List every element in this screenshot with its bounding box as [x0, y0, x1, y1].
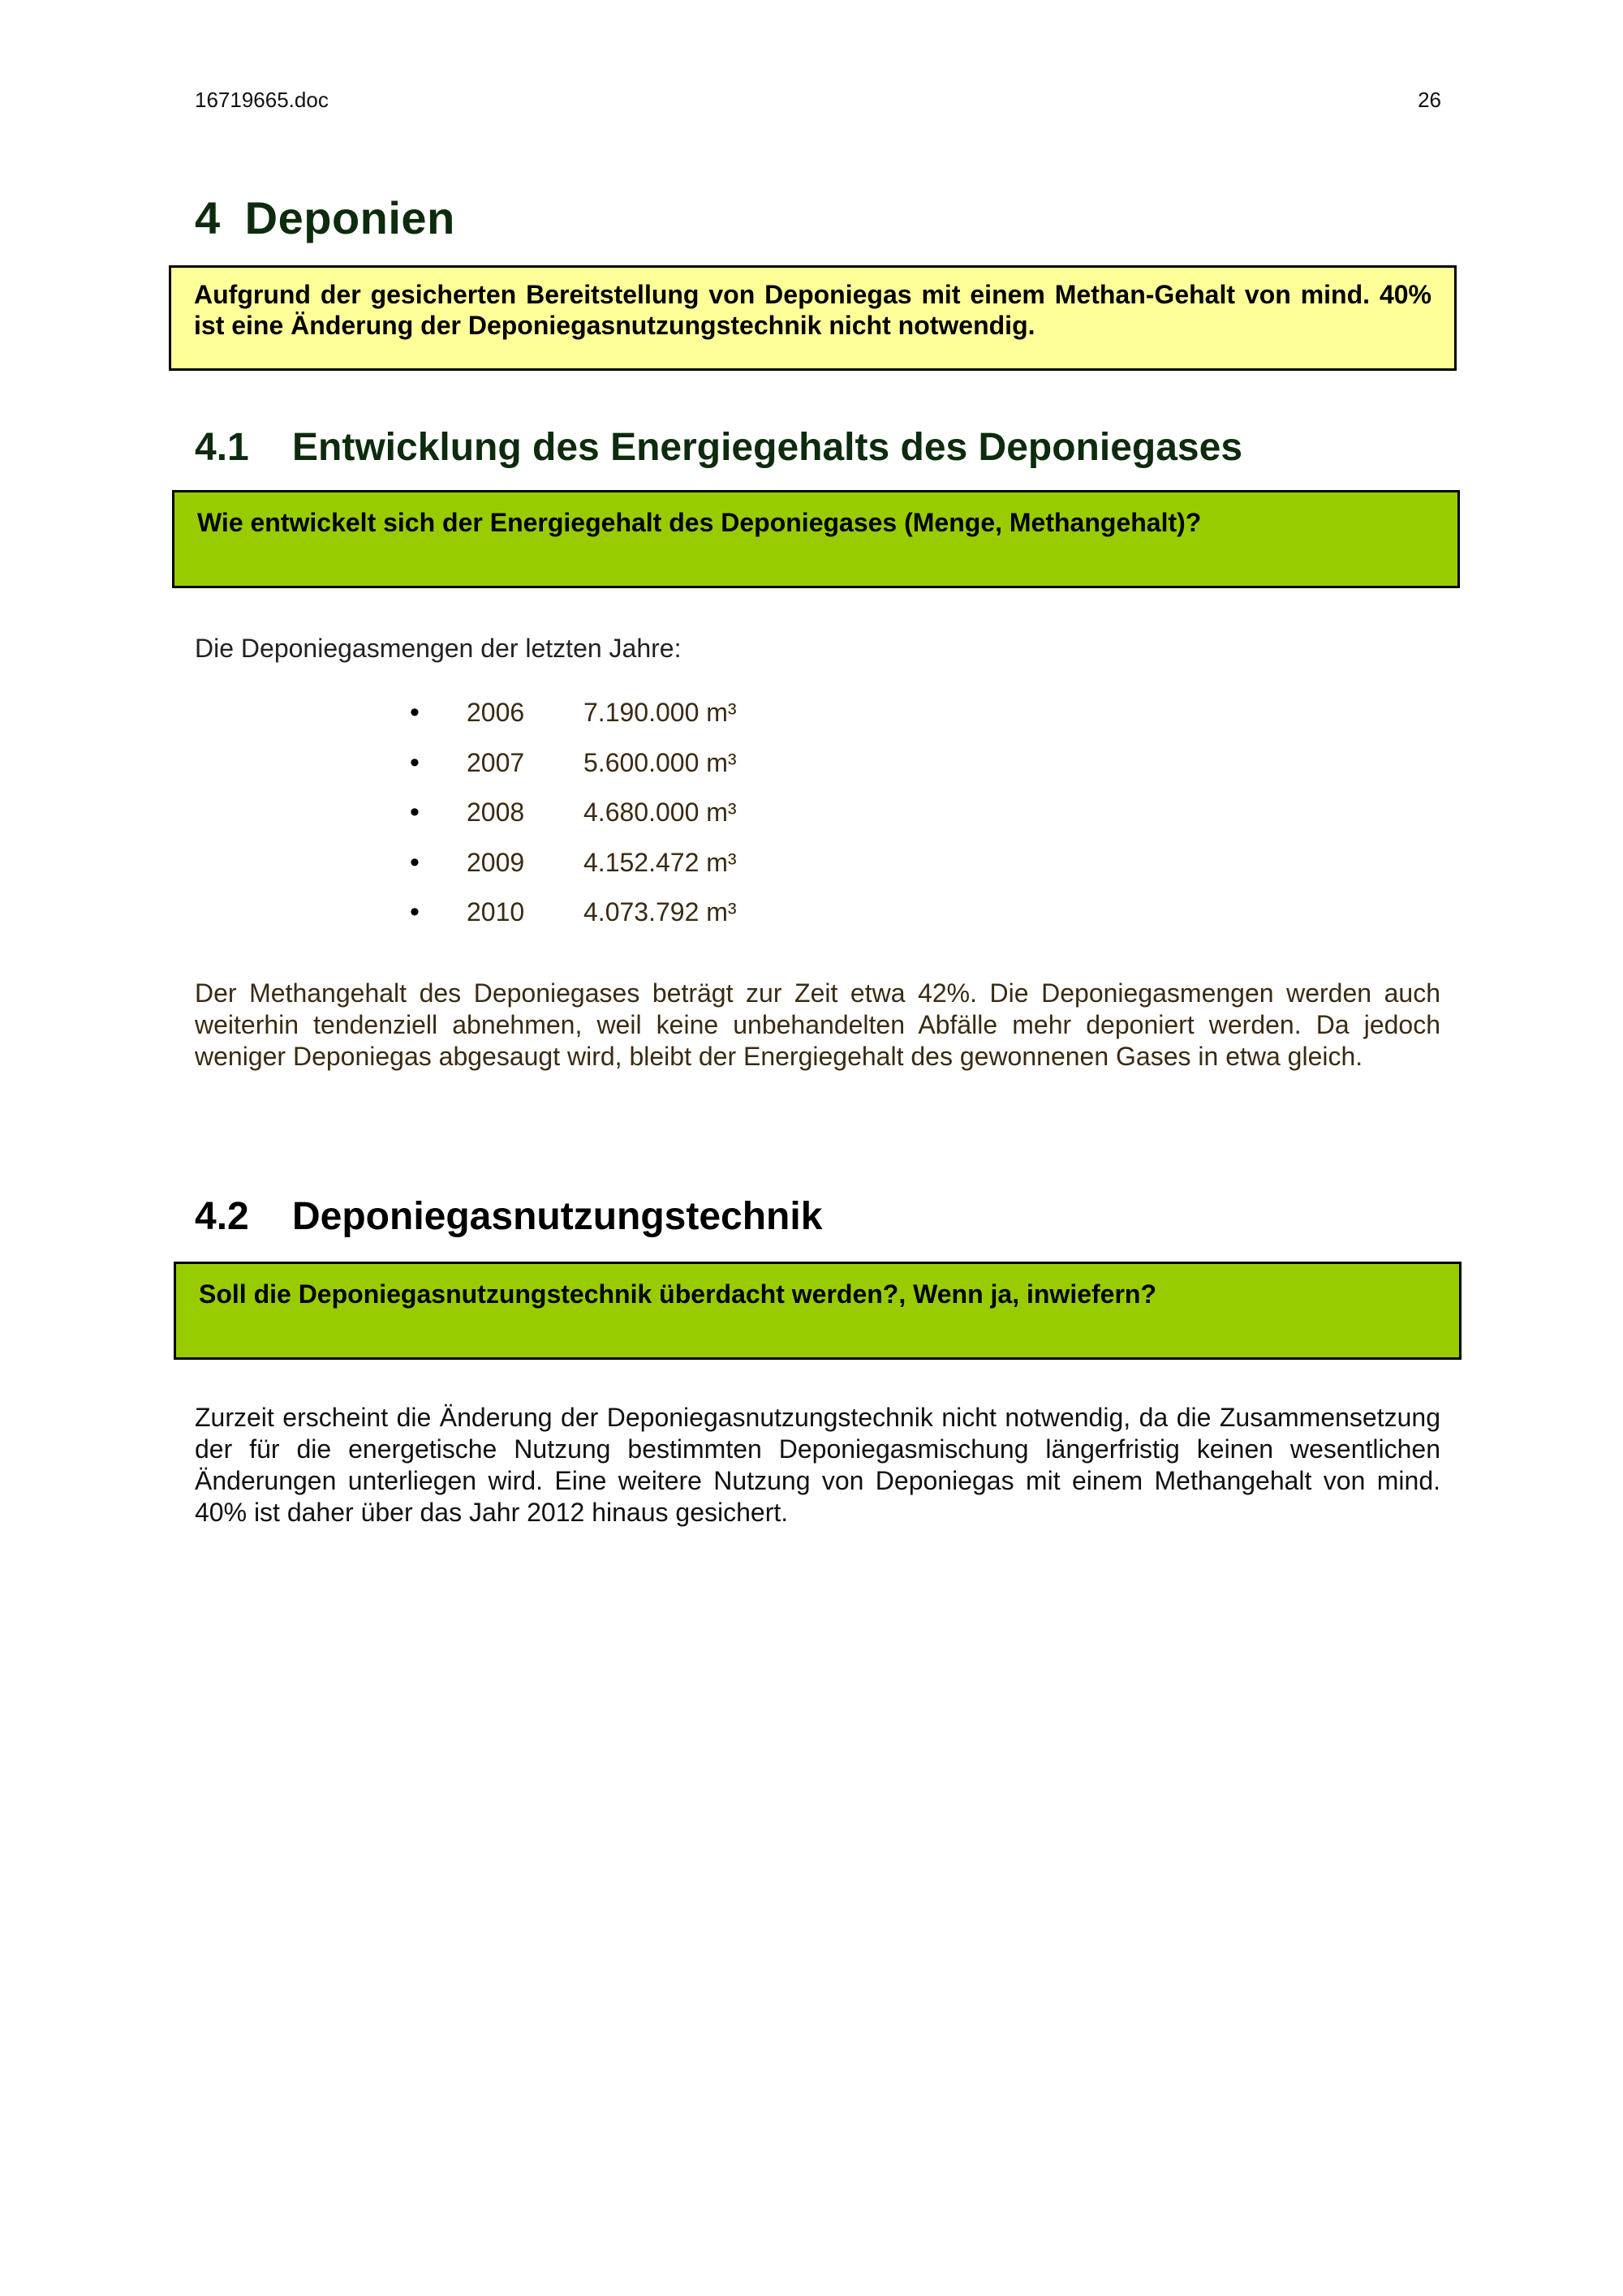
list-item-year: 2009 — [467, 847, 525, 877]
bullet-icon: • — [410, 746, 420, 778]
question-box-4-1 — [172, 490, 1460, 588]
header-filename: 16719665.doc — [195, 88, 329, 112]
list-item-amount: 4.680.000 m³ — [583, 798, 737, 827]
list-item-amount: 4.073.792 m³ — [583, 897, 737, 927]
section-4-title: Deponien — [244, 192, 455, 243]
question-box-4-2 — [174, 1262, 1462, 1360]
question-text-4-1: Wie entwickelt sich der Energiegehalt des Deponiegases (Menge, Methangehalt)? — [197, 508, 1202, 537]
bullet-icon: • — [410, 697, 420, 728]
list-item-year: 2006 — [467, 698, 525, 727]
summary-text: Aufgrund der gesicherten Bereitstellung von Deponiegas mit einem Methan-Gehalt von mind. 40% ist eine Änderung der Deponiegasnutzungstechnik nicht notwendig. — [194, 280, 1431, 340]
list-item-amount: 5.600.000 m³ — [583, 747, 737, 777]
section-4-heading — [195, 191, 455, 244]
technology-paragraph: Zurzeit erscheint die Änderung der Deponiegasnutzungstechnik nicht notwendig, da die Zusammensetzung der für die energetische Nutzung bestimmten Deponiegasmischung längerfristig keinen wesentlichen Änderungen unterliegen wird. Eine weitere Nutzung von Deponiegas mit einem Methangehalt von mind. 40% ist daher über das Jahr 2012 hinaus gesichert. — [195, 1403, 1440, 1527]
section-4-number: 4 — [195, 192, 221, 243]
methane-paragraph: Der Methangehalt des Deponiegases beträgt zur Zeit etwa 42%. Die Deponiegasmengen werden auch weiterhin tendenziell abnehmen, weil keine unbehandelten Abfälle mehr deponiert werden. Da jedoch weniger Deponiegas abgesaugt wird, bleibt der Energiegehalt des gewonnenen Gases in etwa gleich. — [195, 978, 1440, 1071]
section-4-1-heading — [195, 425, 1242, 470]
section-4-2-heading — [195, 1194, 822, 1239]
bullet-icon: • — [410, 846, 420, 878]
list-item-amount: 7.190.000 m³ — [583, 698, 737, 727]
section-4-1-title: Entwicklung des Energiegehalts des Deponiegases — [292, 426, 1243, 469]
section-4-2-title: Deponiegasnutzungstechnik — [292, 1195, 823, 1238]
question-text-4-2: Soll die Deponiegasnutzungstechnik überdacht werden?, Wenn ja, inwiefern? — [199, 1279, 1156, 1309]
list-item-year: 2007 — [467, 747, 525, 777]
bullet-icon: • — [410, 896, 420, 927]
list-item-year: 2008 — [467, 798, 525, 827]
section-4-1-number: 4.1 — [195, 426, 249, 469]
section-4-2-number: 4.2 — [195, 1195, 249, 1238]
summary-box — [169, 265, 1457, 371]
list-item-amount: 4.152.472 m³ — [583, 847, 737, 877]
gas-quantities-intro: Die Deponiegasmengen der letzten Jahre: — [195, 634, 682, 663]
list-item-year: 2010 — [467, 897, 525, 927]
header-page-number: 26 — [1418, 88, 1441, 112]
bullet-icon: • — [410, 797, 420, 828]
